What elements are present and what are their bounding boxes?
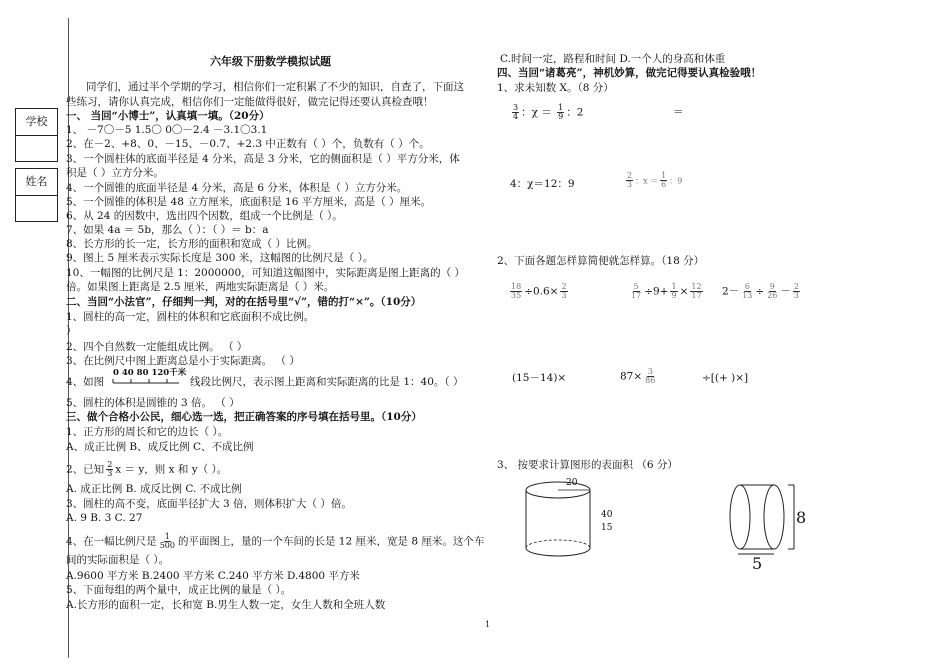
q3-2: [66, 461, 227, 478]
left-line-5: 4、一个圆锥的底面半径是 4 分米，高是 6 分米，体积是（ ）立方分米。: [66, 182, 408, 194]
frac-den: 9: [558, 112, 564, 121]
left-line-11: 10、一幅图的比例尺是 1：2000000，可知道这幅图中，实际距离是图上距离的（ ）: [66, 267, 465, 279]
left-line-12: 倍。如果图上距离是 2.5 厘米，两地实际距离是（ ）米。: [66, 281, 335, 293]
left4-line-1: A.9600 平方米 B.2400 平方米 C.240 平方米 D.4800 平方米: [66, 570, 360, 582]
frac-num: 1: [661, 171, 667, 180]
frac-num: 1: [164, 532, 170, 541]
left2-line-2: 1、正方形的周长和它的边长（ ）。: [66, 426, 229, 438]
scale-prefix: 4、如图: [66, 376, 105, 388]
page-number: 1: [485, 620, 491, 629]
frac-num: 2: [107, 460, 113, 469]
frac-num: 18: [511, 282, 522, 291]
equation-3: [624, 172, 682, 189]
frac-den: 26: [767, 291, 778, 300]
calc-4: (15－14)×: [512, 372, 567, 384]
left4-line-0: 间的实际面积是（ ）。: [66, 554, 170, 566]
left-line-14: 1、圆柱的高一定，圆柱的体积和它底面积不成比例。: [66, 311, 315, 323]
calc-lead: 87×: [620, 370, 643, 383]
q4-1-title: 1、求未知数 X。（8 分）: [497, 82, 614, 94]
frac-num: 3: [647, 367, 653, 376]
section4-title: 四、当回“诸葛亮”，神机妙算，做完记得要认真检验哦！: [497, 67, 762, 79]
frac-den: 4: [513, 112, 519, 121]
left2-line-1: 三、做个合格小公民，细心选一选，把正确答案的序号填在括号里。（10分）: [66, 411, 422, 423]
left-line-2: 2、在－2、+8、0、－15、－0.7、+2.3 中正数有（ ）个，负数有（ ）个。: [66, 138, 430, 150]
cylinder-figure-2: [728, 480, 803, 560]
frac-den: 86: [645, 376, 656, 385]
frac-den: 6: [661, 180, 667, 189]
left-line-7: 6、从 24 的因数中，选出四个因数，组成一个比例是（ ）。: [66, 210, 343, 222]
left-line-15: ）: [66, 325, 77, 337]
q3-4: [66, 533, 484, 550]
left-line-13: 二、当回“小法官”，仔细判一判，对的在括号里“√”，错的打“×”。（10分）: [66, 296, 422, 308]
left3-line-1: 3、圆柱的高不变，底面半径扩大 3 倍，则体积扩大（ ）倍。: [66, 498, 352, 510]
left-line-16: 2、四个自然数一定能组成比例。 （ ）: [66, 341, 248, 353]
frac-num: 2: [561, 282, 567, 291]
left3-line-2: A. 9 B. 3 C. 27: [66, 512, 143, 524]
q4-2-title: 2、下面各题怎样算简便就怎样算。（18 分）: [497, 255, 705, 267]
q4-3-title: 3、 按要求计算图形的表面积 （6 分）: [497, 459, 678, 471]
calc-op: ÷: [755, 285, 765, 298]
q3-2-suffix: x ＝ y，则 x 和 y（ ）。: [115, 463, 228, 476]
eq-mid: ：χ ＝: [521, 106, 552, 119]
frac-num: 2: [627, 171, 633, 180]
frac-den: 3: [793, 291, 799, 300]
left-line-0: 一、 当回“小博士”，认真填一填。（20分）: [66, 110, 270, 122]
intro-line-1: 同学们，通过半个学期的学习，相信你们一定积累了不少的知识，自查了，下面这: [86, 81, 464, 93]
left-line-3: 3、一个圆柱体的底面半径是 4 分米，高是 3 分米，它的侧面积是（ ）平方分米，体: [66, 153, 460, 165]
equation-1-equals: ＝: [673, 106, 684, 118]
frac-den: 17: [691, 291, 702, 300]
calc-1: [508, 283, 570, 300]
frac-num: 6: [744, 282, 750, 291]
left-line-1: 1、 －7〇－5 1.5〇 0〇－2.4 －3.1〇3.1: [66, 124, 268, 136]
name-label: 姓名: [16, 169, 57, 196]
left-line-4: 积是（ ）立方分米。: [66, 167, 164, 179]
fig1-side-label-1: 40: [601, 510, 613, 520]
left-line-8: 7、如果 4a ＝ 5b，那么（ ）：（ ）＝ b：a: [66, 224, 269, 236]
calc-op: ÷0.6×: [524, 285, 559, 298]
left-line-6: 5、一个圆锥的体积是 48 立方厘米，底面积是 16 平方厘米，高是（ ）厘米。: [66, 196, 432, 208]
scale-labels: 0 40 80 120千米: [113, 368, 187, 378]
fig1-top-label: 20: [566, 478, 578, 488]
frac-num: 5: [633, 282, 639, 291]
q3-4-suffix: 的平面图上，量的一个车间的长是 12 厘米，宽是 8 厘米。这个车: [177, 535, 485, 548]
q3-2-frac: [106, 461, 113, 478]
frac-den: 3: [107, 469, 113, 478]
fig2-width-label: 5: [752, 554, 763, 573]
left-line-17: 3、在比例尺中图上距离总是小于实际距离。 （ ）: [66, 355, 300, 367]
calc-lead: 2－: [722, 285, 740, 298]
name-box: [15, 168, 58, 222]
cylinder-figure-1: [525, 480, 595, 558]
frac-den: 3: [561, 291, 567, 300]
frac-num: 2: [793, 282, 799, 291]
frac-num: 9: [769, 282, 775, 291]
equation-1: [510, 104, 583, 121]
frac-num: 1: [558, 103, 564, 112]
eq-tail: ：9: [669, 176, 683, 186]
scale-bar-graphic: [113, 378, 183, 386]
frac-den: 17: [631, 291, 642, 300]
left-line-9: 8、长方形的长一定，长方形的面积和宽成（ ）比例。: [66, 238, 318, 250]
intro-line-2: 些练习，请你认真完成，相信你们一定能做得很好，做完记得还要认真检查哦！: [66, 96, 434, 108]
left3-line-0: A. 成正比例 B. 成反比例 C. 不成比例: [66, 483, 242, 495]
q3-2-prefix: 2、已知: [66, 463, 105, 476]
left2-line-0: 5、圆柱的体积是圆锥的 3 倍。 （ ）: [66, 397, 240, 409]
page-title: 六年级下册数学模拟试题: [210, 55, 331, 68]
frac-num: 12: [691, 282, 702, 291]
calc-3: [722, 283, 802, 300]
frac-num: 3: [513, 103, 519, 112]
school-label: 学校: [16, 109, 57, 136]
eq-tail: ：2: [566, 106, 584, 119]
right-top-options: C.时间一定，路程和时间 D.一个人的身高和体重: [500, 53, 726, 65]
equation-2: 4：χ＝12：9: [510, 178, 575, 190]
fig2-height-label: 8: [796, 508, 807, 527]
left-line-10: 9、图上 5 厘米表示实际长度是 300 米，这幅图的比例尺是（ ）。: [66, 252, 374, 264]
calc-op: －: [780, 285, 791, 298]
q3-4-prefix: 4、在一幅比例尺是: [66, 535, 157, 548]
eq-mid: ：x ＝: [635, 176, 659, 186]
left4-line-3: A.长方形的面积一定，长和宽 B.男生人数一定，女生人数和全班人数: [66, 599, 386, 611]
q3-4-frac: [159, 533, 176, 550]
calc-op: ×: [679, 285, 689, 298]
fig1-side-label-2: 15: [601, 523, 613, 533]
frac-den: 500: [159, 541, 175, 550]
left4-line-2: 5、下面每组的两个量中，成正比例的量是（ ）。: [66, 584, 292, 596]
frac-den: 3: [627, 180, 633, 189]
frac-den: 13: [742, 291, 753, 300]
calc-2: [628, 283, 705, 300]
left2-line-3: A、成正比例 B、成反比例 C、不成比例: [66, 441, 254, 453]
frac-num: 1: [671, 282, 677, 291]
calc-6: ÷[(+ )×]: [702, 372, 749, 384]
scale-question: [66, 376, 104, 389]
calc-5: [620, 368, 658, 385]
frac-den: 9: [671, 291, 677, 300]
school-box: [15, 108, 58, 162]
scale-suffix: 线段比例尺，表示图上距离和实际距离的比是 1：40。（ ）: [190, 376, 464, 388]
frac-den: 35: [511, 291, 522, 300]
calc-op: ÷9+: [644, 285, 669, 298]
